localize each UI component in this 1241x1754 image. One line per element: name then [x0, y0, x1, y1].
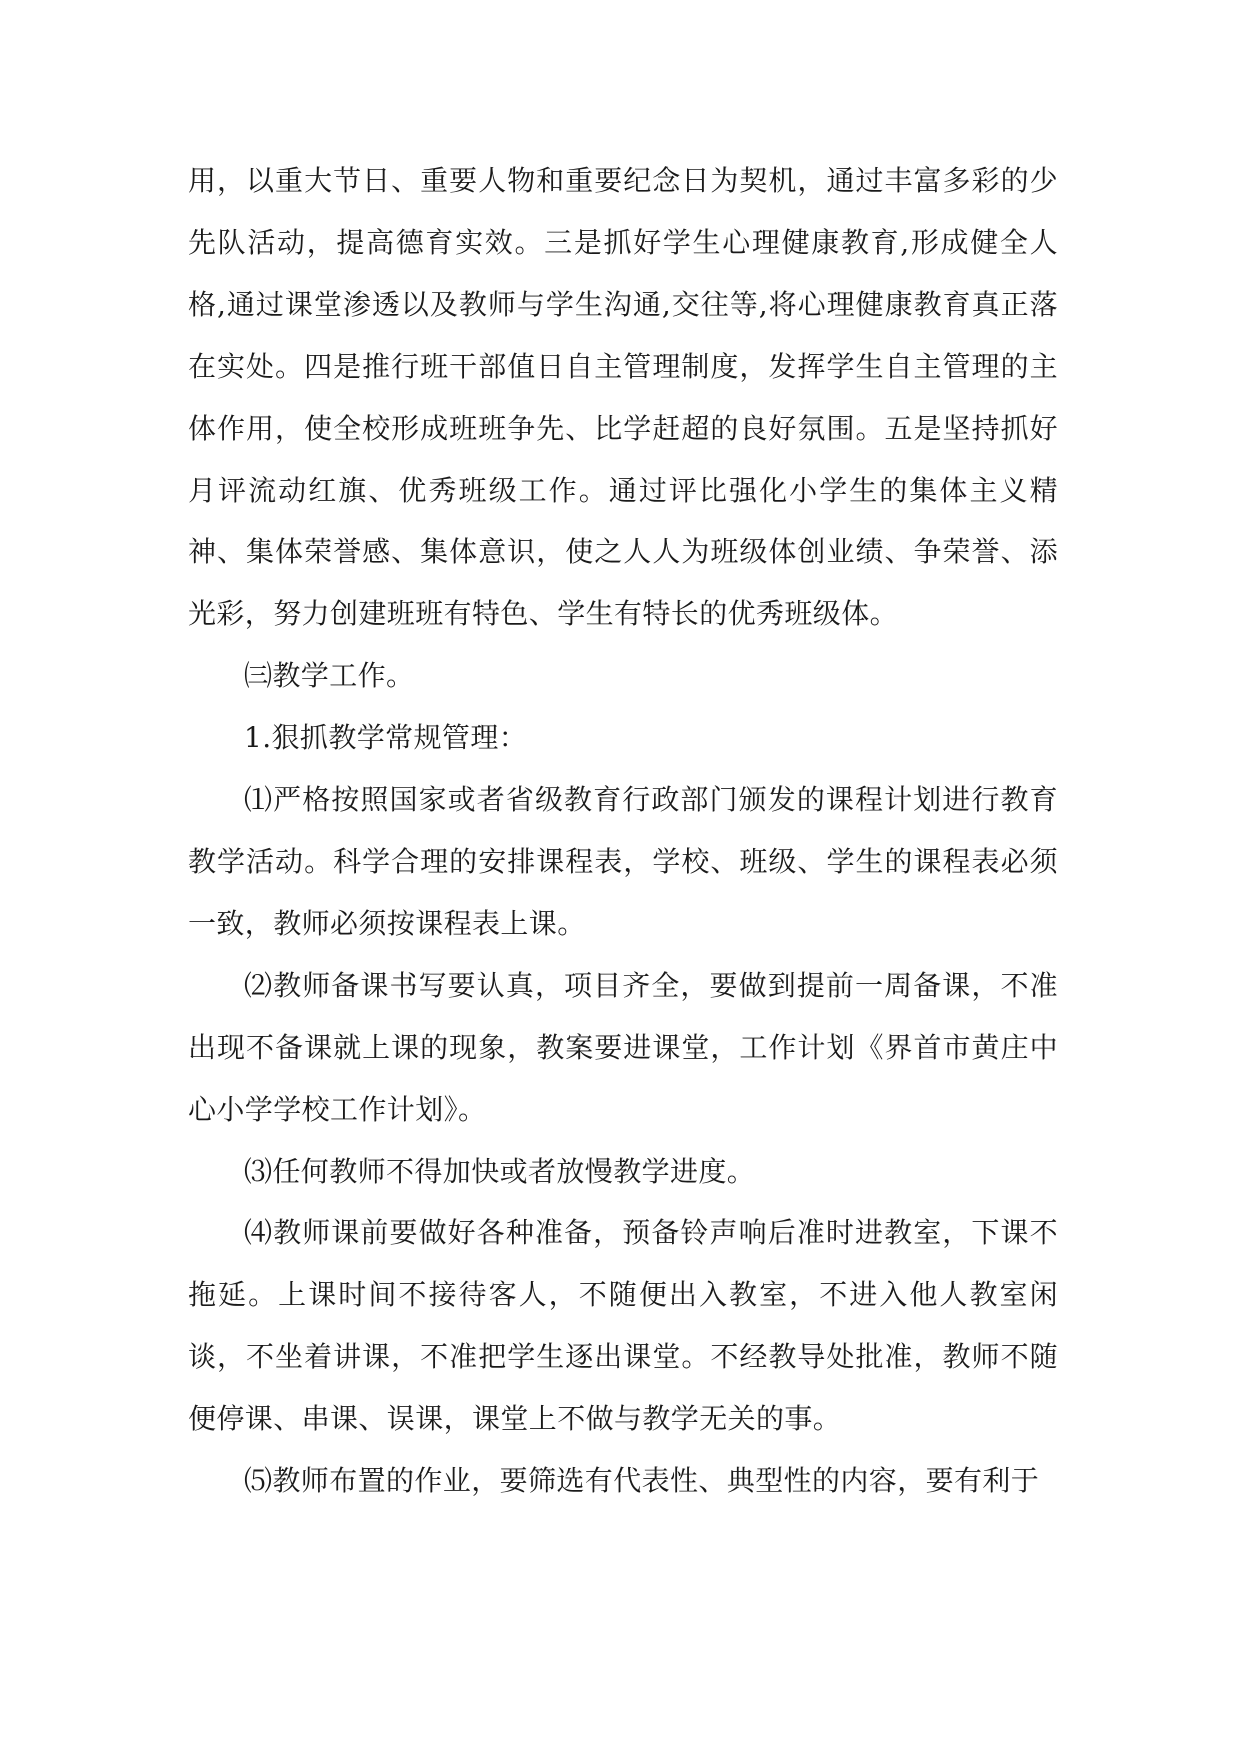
document-body	[188, 150, 1058, 1512]
paragraph-continuation: 用，以重大节日、重要人物和重要纪念日为契机，通过丰富多彩的少先队活动，提高德育实效。三是抓好学生心理健康教育,形成健全人格,通过课堂渗透以及教师与学生沟通,交往等,将心理健康教育真正落在实处。四是推行班干部值日自主管理制度，发挥学生自主管理的主体作用，使全校形成班班争先、比学赶超的良好氛围。五是坚持抓好月评流动红旗、优秀班级工作。通过评比强化小学生的集体主义精神、集体荣誉感、集体意识，使之人人为班级体创业绩、争荣誉、添光彩，努力创建班班有特色、学生有特长的优秀班级体。	[188, 164, 1058, 631]
subheading-routine-management: 1.狠抓教学常规管理：	[244, 721, 528, 755]
list-item-2: ⑵教师备课书写要认真，项目齐全，要做到提前一周备课，不准出现不备课就上课的现象，教案要进课堂，工作计划《界首市黄庄中心小学学校工作计划》。	[188, 968, 1058, 1126]
list-item-3: ⑶任何教师不得加快或者放慢教学进度。	[244, 1154, 756, 1188]
list-item-1: ⑴严格按照国家或者省级教育行政部门颁发的课程计划进行教育教学活动。科学合理的安排课程表，学校、班级、学生的课程表必须一致，教师必须按课程表上课。	[188, 783, 1058, 940]
list-item-4: ⑷教师课前要做好各种准备，预备铃声响后准时进教室，下课不拖延。上课时间不接待客人，不随便出入教室，不进入他人教室闲谈，不坐着讲课，不准把学生逐出课堂。不经教导处批准，教师不随便停课、串课、误课，课堂上不做与教学无关的事。	[188, 1216, 1058, 1436]
section-heading-teaching-work: ㈢教学工作。	[244, 659, 415, 693]
list-item-5: ⑸教师布置的作业，要筛选有代表性、典型性的内容，要有利于	[244, 1464, 1040, 1498]
